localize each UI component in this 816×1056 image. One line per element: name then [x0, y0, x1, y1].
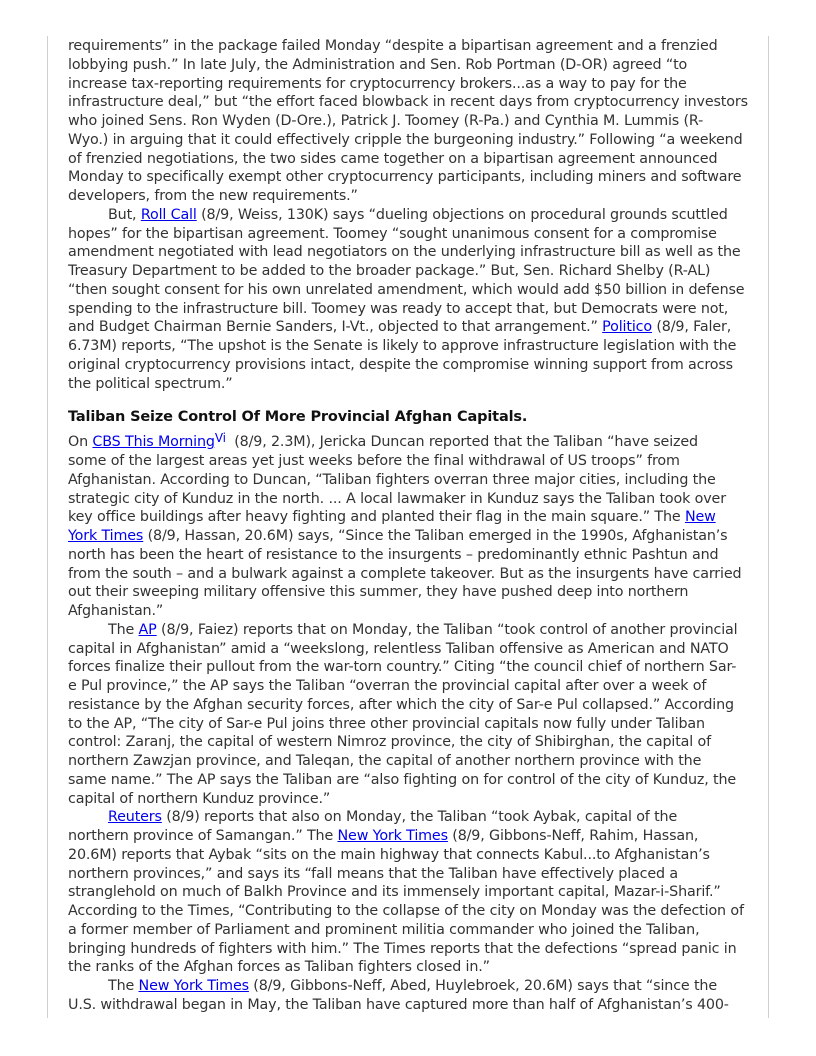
text-line [68, 696, 758, 715]
text-line [68, 583, 758, 602]
text-line [68, 790, 758, 809]
text: who joined Sens. Ron Wyden (D-Ore.), Patrick J. Toomey (R-Pa.) and Cynthia M. Lummis (R- [68, 113, 704, 129]
text: of frenzied negotiations, the two sides came together on a bipartisan agreement announced [68, 150, 718, 167]
text: Monday to specifically exempt other cryptocurrency participants, including miners and software [68, 169, 742, 186]
text: the political spectrum.” [68, 375, 233, 392]
paragraph [68, 206, 758, 394]
text: strategic city of Kunduz in the north. ... A local lawmaker in Kunduz says the Taliban took over [68, 490, 726, 507]
source-link-york-times[interactable]: York Times [68, 528, 144, 544]
text-line [68, 546, 758, 565]
text: (8/9, Gibbons-Neff, Rahim, Hassan, [447, 828, 699, 844]
text-line [68, 187, 758, 206]
text: U.S. withdrawal began in May, the Taliban have captured more than half of Afghanistan’s 400- [68, 996, 729, 1013]
text: The [108, 978, 139, 994]
source-link-roll-call[interactable]: Roll Call [140, 206, 197, 223]
text-line [68, 658, 758, 677]
text-line [68, 281, 758, 300]
text-line [68, 715, 758, 734]
text-line [68, 37, 758, 56]
video-marker[interactable]: Vi [214, 431, 226, 446]
text: control: Zaranj, the capital of western Nimroz province, the city of Shibirghan, the capital of [68, 734, 711, 751]
text: “then sought consent for his own unrelated amendment, which would add $50 billion in defense [68, 281, 745, 298]
text-line [68, 168, 758, 187]
text: e Pul province,” the AP says the Taliban “overran the provincial capital after over a week of [68, 678, 707, 694]
text-line [68, 56, 758, 75]
text-line [68, 940, 758, 959]
article-heading: Taliban Seize Control Of More Provincial Afghan Capitals. [68, 409, 528, 426]
text: hopes” for the bipartisan agreement. Toomey “sought unanimous consent for a compromise [68, 225, 717, 242]
text-line [68, 225, 758, 244]
text-line [68, 75, 758, 94]
text: (8/9) reports that also on Monday, the Taliban “took Aybak, capital of the [161, 809, 678, 826]
text: out their sweeping military offensive this summer, they have pushed deep into northern [68, 584, 689, 601]
text: (8/9, 2.3M), Jericka Duncan reported that the Taliban “have seized [229, 434, 698, 451]
text-line [68, 471, 758, 490]
text: same name.” The AP says the Taliban are “also fighting on for control of the city of Kunduz, the [68, 771, 737, 788]
text: lobbying push.” In late July, the Administration and Sen. Rob Portman (D-OR) agreed “to [68, 56, 688, 73]
text: key office buildings after heavy fighting and planted their flag in the main square.” The [68, 509, 685, 526]
source-link-reuters[interactable]: Reuters [108, 809, 162, 826]
text: On [68, 434, 93, 451]
text-line [68, 771, 758, 790]
text-line [68, 131, 758, 150]
text-line [68, 752, 758, 771]
text: (8/9, Faiez) reports that on Monday, the Taliban “took control of another provincial [156, 621, 738, 638]
source-link-new-york-times[interactable]: New York Times [138, 978, 249, 994]
text: The [108, 621, 139, 638]
text: spending to the infrastructure bill. Toomey was ready to accept that, but Democrats were not, [68, 300, 729, 317]
text-line [68, 977, 758, 996]
text-line [68, 337, 758, 356]
text: bringing hundreds of fighters with him.” The Times reports that the defections “spread panic in [68, 940, 737, 957]
text-line [68, 206, 758, 225]
text: original cryptocurrency provisions intact, despite the compromise winning support from across [68, 356, 733, 373]
source-link-cbs-this-morning[interactable]: CBS This Morning [92, 434, 215, 451]
paragraph [68, 621, 758, 809]
text-line [68, 452, 758, 471]
text-line [68, 808, 758, 827]
text: stranglehold on much of Balkh Province and its immensely important capital, Mazar-i-Sharif.” [68, 884, 721, 901]
text-line [68, 958, 758, 977]
source-link-new-york-times[interactable]: New York Times [337, 828, 448, 844]
text: capital in Afghanistan” amid a “weekslong, relentless Taliban offensive as American and NATO [68, 640, 729, 657]
text: from the south – and a bulwark against a complete takeover. But as the insurgents have carried [68, 565, 742, 582]
text: forces finalize their pullout from the war-torn country.” Citing “the council chief of northern Sar- [68, 659, 737, 676]
source-link-politico[interactable]: Politico [602, 319, 652, 336]
page-border-left [47, 36, 48, 1018]
text: (8/9, Gibbons-Neff, Abed, Huylebroek, 20.6M) says that “since the [248, 978, 717, 994]
text-line [68, 527, 758, 546]
paragraph [68, 433, 758, 621]
text: the ranks of the Afghan forces as Taliban fighters closed in.” [68, 959, 490, 976]
text-line [68, 640, 758, 659]
text-line [68, 262, 758, 281]
text: (8/9, Hassan, 20.6M) says, “Since the Taliban emerged in the 1990s, Afghanistan’s [143, 528, 728, 544]
text: infrastructure deal,” but “the effort faced blowback in recent days from cryptocurrency investors [68, 94, 748, 111]
text: Wyo.) in arguing that it could effectively cripple the burgeoning industry.” Following “a weekend [68, 131, 743, 148]
text-line [68, 883, 758, 902]
source-link-ap[interactable]: AP [138, 621, 157, 638]
text: northern provinces,” and says its “fall means that the Taliban have effectively placed a [68, 865, 678, 882]
text: increase tax-reporting requirements for cryptocurrency brokers...as a way to pay for the [68, 75, 687, 92]
text-line [68, 677, 758, 696]
section-cryptocurrency [68, 37, 758, 393]
text-line [68, 318, 758, 337]
paragraph [68, 37, 758, 206]
text: But, [108, 206, 141, 223]
text-line [68, 433, 758, 452]
text-line [68, 112, 758, 131]
text: 20.6M) reports that Aybak “sits on the main highway that connects Kabul...to Afghanistan’s [68, 846, 710, 863]
text-line [68, 827, 758, 846]
text: to the AP, “The city of Sar-e Pul joins three other provincial capitals now fully under Taliban [68, 715, 705, 732]
text-line [68, 996, 758, 1015]
section-taliban [68, 433, 758, 1014]
source-link-new[interactable]: New [684, 509, 716, 526]
text-line [68, 865, 758, 884]
text-line [68, 846, 758, 865]
text: According to the Times, “Contributing to the collapse of the city on Monday was the defection of [68, 903, 744, 919]
text-line [68, 733, 758, 752]
text: capital of northern Kunduz province.” [68, 790, 331, 807]
paragraph [68, 977, 758, 1015]
text: 6.73M) reports, “The upshot is the Senate is likely to approve infrastructure legislation with the [68, 338, 737, 354]
text-line [68, 902, 758, 921]
text: (8/9, Faler, [651, 319, 732, 336]
paragraph [68, 808, 758, 977]
text-line [68, 356, 758, 375]
text: Afghanistan. According to Duncan, “Taliban fighters overran three major cities, including the [68, 471, 716, 488]
text: Treasury Department to be added to the broader package.” But, Sen. Richard Shelby (R-AL) [68, 263, 711, 279]
text: resistance by the Afghan security forces, after which the city of Sar-e Pul collapsed.” According [68, 696, 734, 713]
text-line [68, 508, 758, 527]
text: northern Zawzjan province, and Taleqan, the capital of another northern province with the [68, 753, 702, 769]
text: developers, from the new requirements.” [68, 188, 358, 204]
text: north has been the heart of resistance to the insurgents – predominantly ethnic Pashtun and [68, 546, 719, 563]
text: a former member of Parliament and prominent militia commander who joined the Taliban, [68, 921, 700, 938]
text-line [68, 375, 758, 394]
text-line [68, 621, 758, 640]
text: northern province of Samangan.” The [68, 828, 338, 844]
text: some of the largest areas yet just weeks before the final withdrawal of US troops” from [68, 453, 680, 469]
text-line [68, 243, 758, 262]
text: (8/9, Weiss, 130K) says “dueling objections on procedural grounds scuttled [196, 206, 728, 223]
text: requirements” in the package failed Monday “despite a bipartisan agreement and a frenzied [68, 38, 718, 54]
page-border-right [768, 36, 769, 1018]
text-line [68, 150, 758, 169]
text-line [68, 300, 758, 319]
text: and Budget Chairman Bernie Sanders, I-Vt., objected to that arrangement.” [68, 319, 603, 336]
text-line [68, 921, 758, 940]
text-line [68, 93, 758, 112]
text: amendment negotiated with lead negotiators on the underlying infrastructure bill as well as the [68, 244, 741, 261]
text: Afghanistan.” [68, 603, 164, 619]
text-line [68, 565, 758, 584]
text-line [68, 602, 758, 621]
document-body [68, 37, 758, 1015]
text-line [68, 490, 758, 509]
